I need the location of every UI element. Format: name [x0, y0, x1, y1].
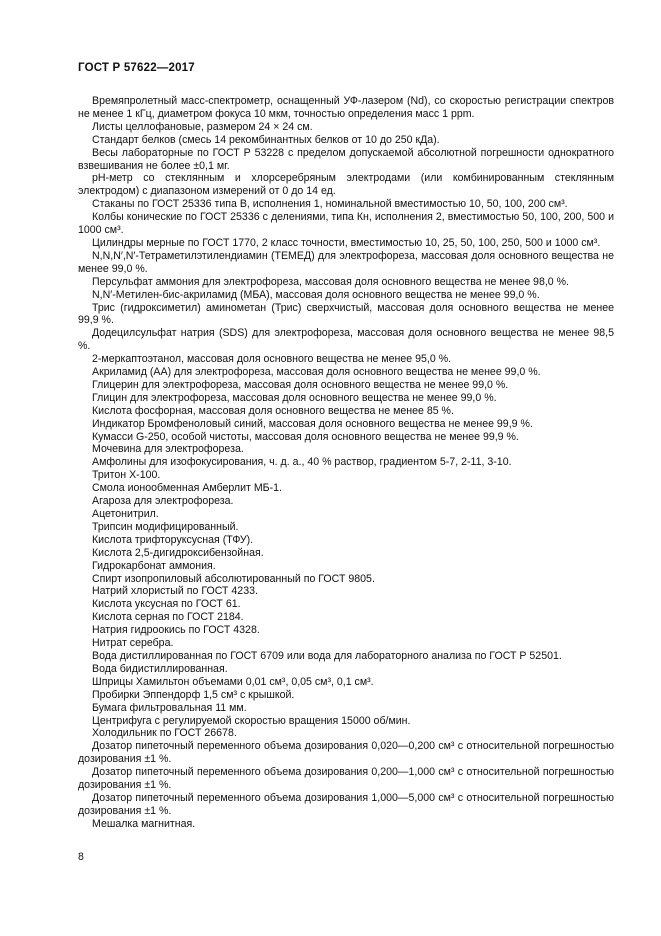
paragraph: 2-меркаптоэтанол, массовая доля основного вещества не менее 95,0 %.	[92, 353, 452, 366]
paragraph: Додецилсульфат натрия (SDS) для электрофореза, массовая доля основного вещества не менее 98,5 %.	[78, 327, 614, 353]
paragraph: Центрифуга с регулируемой скоростью вращения 15000 об/мин.	[92, 714, 411, 727]
paragraph: Пробирки Эппендорф 1,5 см³ с крышкой.	[92, 688, 295, 701]
paragraph: Спирт изопропиловый абсолютированный по ГОСТ 9805.	[92, 572, 375, 585]
paragraph: Кислота трифторуксусная (ТФУ).	[92, 533, 254, 546]
paragraph: Листы целлофановые, размером 24 × 24 см.	[92, 120, 313, 133]
paragraph: Кислота уксусная по ГОСТ 61.	[92, 598, 241, 611]
paragraph: Персульфат аммония для электрофореза, массовая доля основного вещества не менее 98,0 %.	[92, 275, 569, 288]
paragraph: Вода дистиллированная по ГОСТ 6709 или вода для лабораторного анализа по ГОСТ Р 52501.	[92, 649, 562, 662]
paragraph: Мочевина для электрофореза.	[92, 443, 244, 456]
paragraph: Стаканы по ГОСТ 25336 типа В, исполнения 1, номинальной вместимостью 10, 50, 100, 200 см³.	[92, 198, 568, 211]
paragraph: Ацетонитрил.	[92, 508, 159, 520]
paragraph: Стандарт белков (смесь 14 рекомбинантных белков от 10 до 250 кДа).	[92, 133, 440, 146]
paragraph: Времяпролетный масс-спектрометр, оснащенный УФ-лазером (Nd), со скоростью регистрации спектров не менее 1 кГц, диаметром фокуса 10 мкм, точностью определения масс 1 ppm.	[78, 95, 614, 120]
paragraph: Вода бидистиллированная.	[92, 662, 228, 675]
paragraph: Шприцы Хамильтон объемами 0,01 см³, 0,05 см³, 0,1 см³.	[92, 675, 374, 688]
paragraph: Амфолины для изофокусирования, ч. д. а., 40 % раствор, градиентом 5-7, 2-11, 3-10.	[92, 456, 512, 469]
paragraph: Нитрат серебра.	[92, 637, 174, 650]
document-body	[78, 95, 614, 831]
paragraph: Кислота фосфорная, массовая доля основного вещества не менее 85 %.	[92, 404, 454, 417]
paragraph: Кислота серная по ГОСТ 2184.	[92, 611, 244, 624]
document-header: ГОСТ Р 57622—2017	[78, 62, 195, 74]
paragraph: Трипсин модифицированный.	[92, 520, 239, 533]
paragraph: Натрий хлористый по ГОСТ 4233.	[92, 585, 258, 598]
paragraph: рН-метр со стеклянным и хлорсеребряным электродами (или комбинированным стеклянным электродом) с диапазоном измерений от 0 до 14 ед.	[78, 172, 614, 198]
paragraph: Цилиндры мерные по ГОСТ 1770, 2 класс точности, вместимостью 10, 25, 50, 100, 250, 500 и 1000 см³.	[92, 236, 601, 249]
paragraph: Глицерин для электрофореза, массовая доля основного вещества не менее 99,0 %.	[92, 378, 509, 391]
paragraph: Дозатор пипеточный переменного объема дозирования 0,200—1,000 см³ с относительной погрешностью дозирования ±1 %.	[78, 766, 614, 792]
paragraph: Дозатор пипеточный переменного объема дозирования 1,000—5,000 см³ с относительной погрешностью дозирования ±1 %.	[78, 791, 614, 817]
paragraph: Колбы конические по ГОСТ 25336 с делениями, типа Кн, исполнения 2, вместимостью 50, 100, 200, 500 и 1000 см³.	[78, 211, 614, 237]
paragraph: Холодильник по ГОСТ 26678.	[92, 727, 237, 740]
paragraph: Акриламид (АА) для электрофореза, массовая доля основного вещества не менее 99,0 %.	[92, 366, 541, 379]
paragraph: Индикатор Бромфеноловый синий, массовая доля основного вещества не менее 99,9 %.	[92, 417, 533, 430]
paragraph: Смола ионообменная Амберлит МБ-1.	[92, 482, 282, 495]
paragraph: Весы лабораторные по ГОСТ Р 53228 с пределом допускаемой абсолютной погрешности однократного взвешивания не более ±0,1 мг.	[78, 146, 614, 172]
paragraph: Дозатор пипеточный переменного объема дозирования 0,020—0,200 см³ с относительной погрешностью дозирования ±1 %.	[78, 740, 614, 766]
paragraph: N,N,N′,N′-Тетраметилэтилендиамин (ТЕМЕД) для электрофореза, массовая доля основного вещества не менее 99,0 %.	[78, 249, 614, 275]
paragraph: Мешалка магнитная.	[92, 817, 196, 830]
paragraph: Бумага фильтровальная 11 мм.	[92, 701, 247, 714]
paragraph: Кумасси G-250, особой чистоты, массовая доля основного вещества не менее 99,9 %.	[92, 430, 519, 443]
paragraph: N,N′-Метилен-бис-акриламид (МБА), массовая доля основного вещества не менее 99,0 %.	[92, 288, 540, 301]
paragraph: Тритон Х-100.	[92, 469, 161, 482]
paragraph: Трис (гидроксиметил) аминометан (Трис) сверхчистый, массовая доля основного вещества не менее 99,9 %.	[78, 301, 614, 327]
page-number: 8	[78, 851, 84, 863]
paragraph: Натрия гидроокись по ГОСТ 4328.	[92, 624, 260, 637]
paragraph: Гидрокарбонат аммония.	[92, 559, 216, 572]
paragraph: Глицин для электрофореза, массовая доля основного вещества не менее 99,0 %.	[92, 391, 497, 404]
paragraph: Кислота 2,5-дигидроксибензойная.	[92, 546, 264, 559]
paragraph: Агароза для электрофореза.	[92, 495, 234, 508]
